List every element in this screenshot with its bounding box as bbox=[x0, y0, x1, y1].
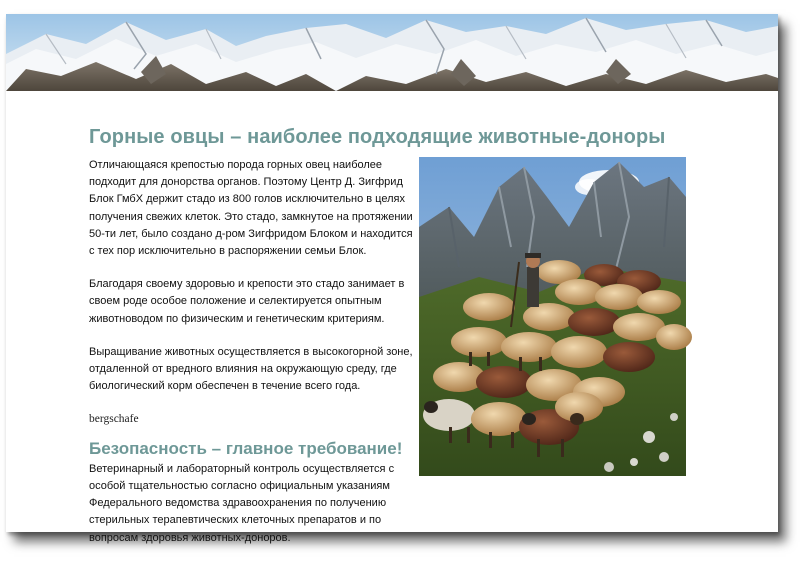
paragraph-health: Благодаря своему здоровью и крепости это стадо занимает в своем роде особое положение и селектируется опытным животноводом по физическим и генетическим критериям. bbox=[89, 278, 405, 325]
paragraph-breeding: Выращивание животных осуществляется в высокогорной зоне, отдаленной от вредного влияния на окружающую среду, где биологический корм обеспечен в течение всего года. bbox=[89, 345, 413, 393]
paragraph-safety: Ветеринарный и лабораторный контроль осуществляется с особой тщательностью согласно официальным указаниям Федерального ведомства здравоохранения по получению стерильных терапевтических клеточных препаратов и по вопросам здоровья животных-доноров. bbox=[89, 462, 395, 544]
section-title-safety: Безопасность – главное требование! bbox=[89, 438, 403, 458]
paragraph-intro: Отличающаяся крепостью порода горных овец наиболее подходит для донорства органов. Поэтому Центр Д. Зигфрид Блок ГмбХ держит стадо из 800 голов исключительно в целях получения свежих клеток. Это стадо, замкнутое на протяжении 50-ти лет, было создано д-ром Зигфридом Блоком и находится с тех пор исключительно в распоряжении семьи Блок. bbox=[89, 159, 413, 258]
image-caption: bergschafe bbox=[89, 413, 139, 426]
mountain-banner-image bbox=[6, 14, 778, 91]
page-title: Горные овцы – наиболее подходящие животные-доноры bbox=[89, 126, 666, 148]
page-card bbox=[6, 14, 778, 544]
article-text-column bbox=[89, 157, 414, 563]
article bbox=[89, 126, 689, 544]
sheep-flock-photo bbox=[419, 157, 686, 476]
